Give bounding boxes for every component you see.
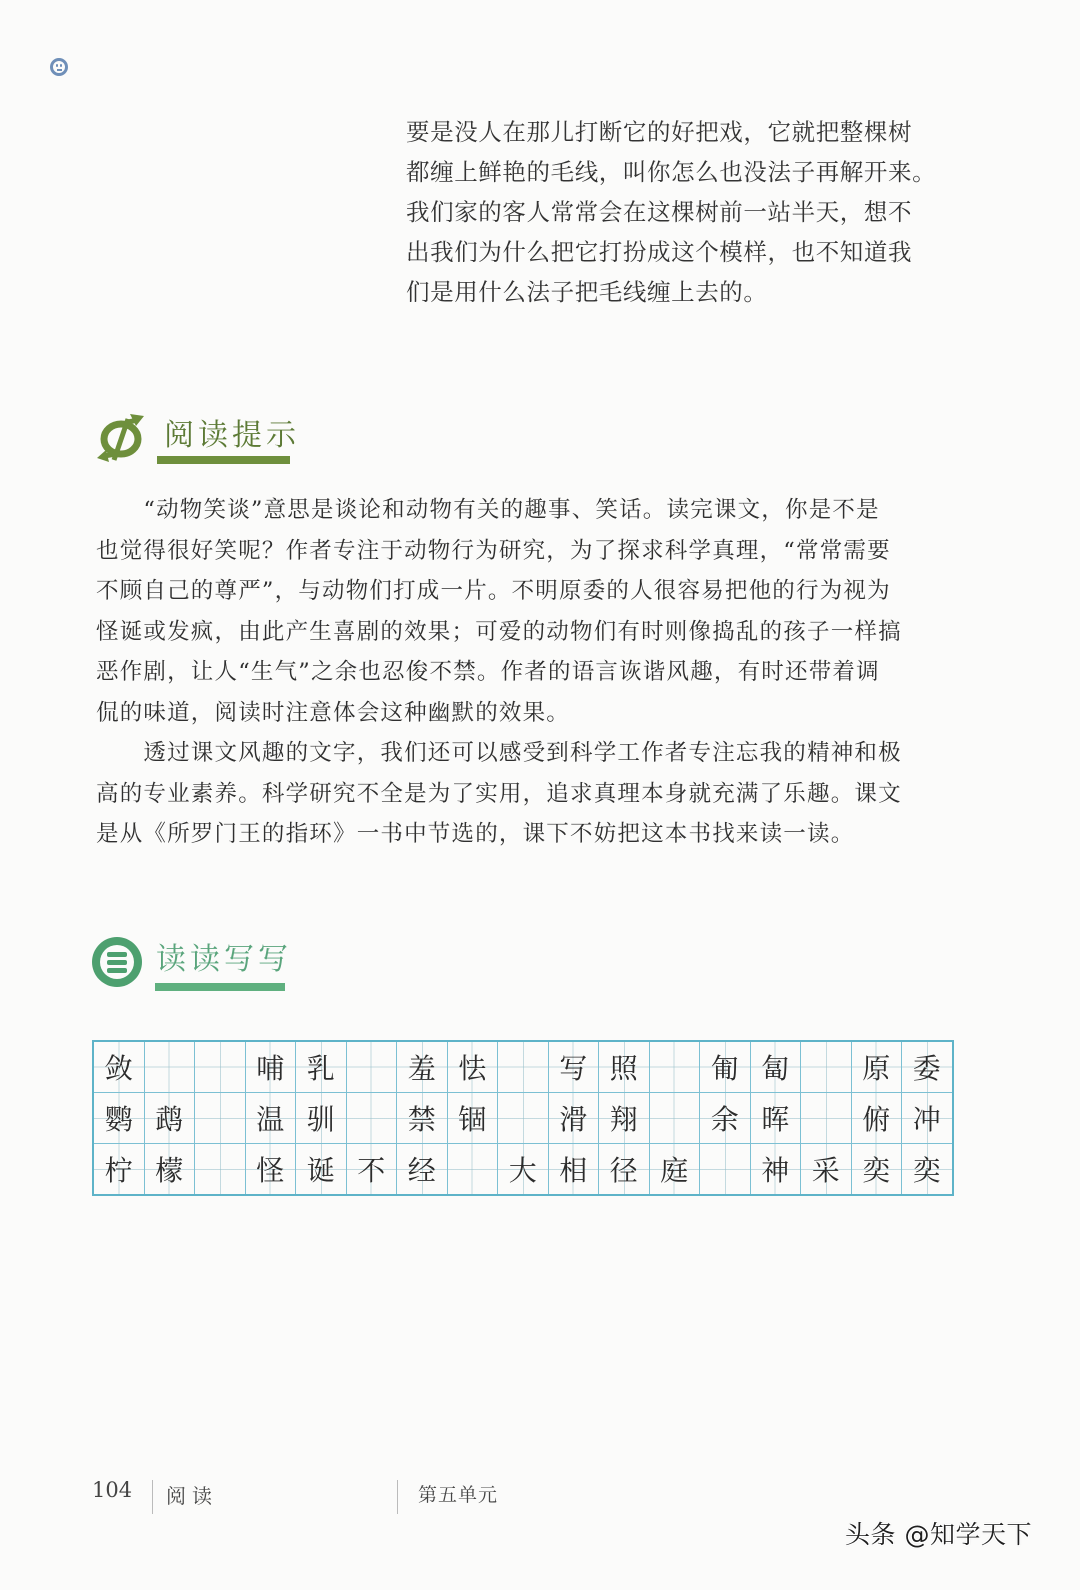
footer-divider <box>152 1480 153 1514</box>
story-text <box>406 112 986 312</box>
grid-cell: 乳 <box>296 1041 347 1093</box>
grid-row <box>93 1093 953 1144</box>
tips-line: 是从《所罗门王的指环》一书中节选的，课下不妨把这本书找来读一读。 <box>96 821 855 847</box>
grid-cell: 羞 <box>397 1041 448 1093</box>
grid-cell: 鹦 <box>93 1093 144 1144</box>
story-line: 都缠上鲜艳的毛线，叫你怎么也没法子再解开来。 <box>406 158 937 186</box>
footer-section: 阅读 <box>166 1484 218 1508</box>
grid-cell: 不 <box>346 1144 397 1196</box>
tips-line: “动物笑谈”意思是谈论和动物有关的趣事、笑话。读完课文，你是不是 <box>96 497 880 523</box>
grid-cell: 晖 <box>750 1093 801 1144</box>
grid-cell: 温 <box>245 1093 296 1144</box>
grid-cell <box>801 1093 852 1144</box>
grid-cell: 写 <box>548 1041 599 1093</box>
grid-cell: 哺 <box>245 1041 296 1093</box>
reading-tips-title: 阅读提示 <box>164 418 300 453</box>
grid-cell: 锢 <box>447 1093 498 1144</box>
reading-tips-underline <box>157 456 290 464</box>
story-line: 们是用什么法子把毛线缠上去的。 <box>406 278 768 306</box>
tips-line: 侃的味道，阅读时注意体会这种幽默的效果。 <box>96 699 571 726</box>
grid-cell: 驯 <box>296 1093 347 1144</box>
grid-cell: 余 <box>700 1093 751 1144</box>
grid-cell: 怯 <box>447 1041 498 1093</box>
grid-cell: 神 <box>750 1144 801 1196</box>
page-footer <box>92 1478 592 1514</box>
grid-cell: 奕 <box>902 1144 953 1196</box>
read-write-list-icon <box>92 937 142 987</box>
footer-unit: 第五单元 <box>418 1484 499 1506</box>
grid-cell: 檬 <box>144 1144 195 1196</box>
reading-tips-body <box>96 490 976 855</box>
story-line: 出我们为什么把它打扮成这个模样，也不知道我 <box>406 238 913 266</box>
grid-cell <box>195 1041 246 1093</box>
grid-cell <box>649 1041 700 1093</box>
grid-cell <box>447 1144 498 1196</box>
read-write-header <box>92 937 292 987</box>
grid-cell <box>498 1041 549 1093</box>
grid-cell <box>498 1093 549 1144</box>
grid-cell <box>346 1041 397 1093</box>
read-write-title: 读读写写 <box>156 942 292 977</box>
grid-cell: 禁 <box>397 1093 448 1144</box>
grid-cell: 滑 <box>548 1093 599 1144</box>
grid-cell: 庭 <box>649 1144 700 1196</box>
grid-cell: 原 <box>851 1041 902 1093</box>
grid-cell: 敛 <box>93 1041 144 1093</box>
grid-cell: 相 <box>548 1144 599 1196</box>
grid-cell: 匐 <box>750 1041 801 1093</box>
smiley-icon <box>50 58 68 76</box>
grid-cell: 鹉 <box>144 1093 195 1144</box>
grid-cell: 径 <box>599 1144 650 1196</box>
grid-cell: 采 <box>801 1144 852 1196</box>
read-write-underline <box>155 983 285 991</box>
tips-line: 不顾自己的尊严”，与动物们打成一片。不明原委的人很容易把他的行为视为 <box>96 578 891 604</box>
grid-cell <box>801 1041 852 1093</box>
grid-cell <box>144 1041 195 1093</box>
grid-cell: 柠 <box>93 1144 144 1196</box>
grid-row <box>93 1144 953 1196</box>
grid-cell <box>346 1093 397 1144</box>
tips-line: 怪诞或发疯，由此产生喜剧的效果；可爱的动物们有时则像捣乱的孩子一样搞 <box>96 618 902 645</box>
grid-cell: 委 <box>902 1041 953 1093</box>
tips-line: 恶作剧，让人“生气”之余也忍俊不禁。作者的语言诙谐风趣，有时还带着调 <box>96 659 880 685</box>
grid-cell: 俯 <box>851 1093 902 1144</box>
tips-line: 透过课文风趣的文字，我们还可以感受到科学工作者专注忘我的精神和极 <box>96 740 902 766</box>
story-line: 我们家的客人常常会在这棵树前一站半天，想不 <box>406 198 913 226</box>
footer-divider <box>397 1480 398 1514</box>
watermark: 头条 @知学天下 <box>845 1520 1032 1549</box>
grid-cell <box>649 1093 700 1144</box>
tips-line: 也觉得很好笑呢？作者专注于动物行为研究，为了探求科学真理，“常常需要 <box>96 537 891 564</box>
grid-cell <box>195 1093 246 1144</box>
story-line: 要是没人在那儿打断它的好把戏，它就把整棵树 <box>406 118 913 146</box>
grid-cell <box>195 1144 246 1196</box>
grid-cell: 匍 <box>700 1041 751 1093</box>
grid-cell: 怪 <box>245 1144 296 1196</box>
grid-cell <box>700 1144 751 1196</box>
grid-cell: 诞 <box>296 1144 347 1196</box>
reading-tips-arrows-icon <box>94 410 150 466</box>
grid-cell: 奕 <box>851 1144 902 1196</box>
grid-cell: 经 <box>397 1144 448 1196</box>
grid-cell: 照 <box>599 1041 650 1093</box>
grid-cell: 冲 <box>902 1093 953 1144</box>
tips-line: 高的专业素养。科学研究不全是为了实用，追求真理本身就充满了乐趣。课文 <box>96 780 902 807</box>
grid-cell: 大 <box>498 1144 549 1196</box>
grid-cell: 翔 <box>599 1093 650 1144</box>
vocabulary-grid <box>92 1040 954 1196</box>
page-number: 104 <box>92 1478 133 1502</box>
grid-row <box>93 1041 953 1093</box>
